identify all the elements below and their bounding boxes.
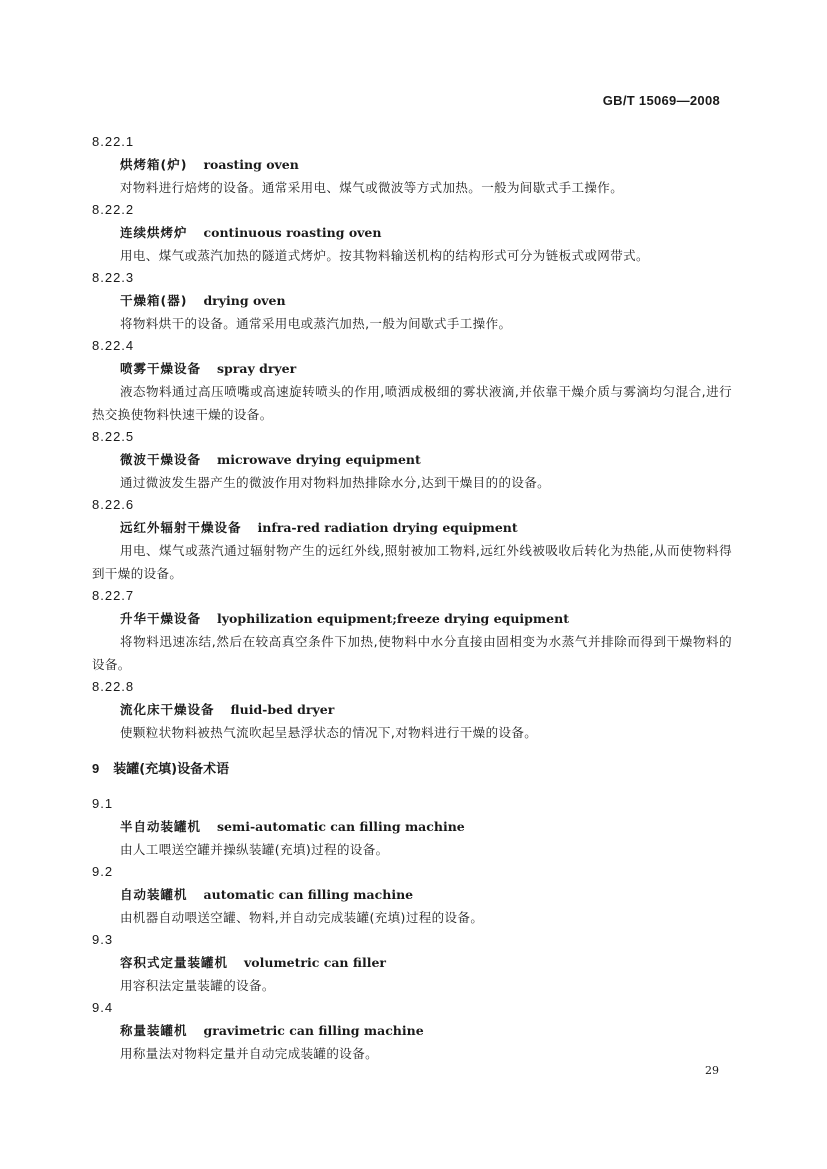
term-entry <box>92 676 732 744</box>
term-definition: 由人工喂送空罐并操纵装罐(充填)过程的设备。 <box>120 842 389 857</box>
clause-number: 8.22.4 <box>92 338 135 353</box>
term-heading <box>92 357 732 380</box>
clause-number: 8.22.3 <box>92 270 135 285</box>
term-heading <box>92 221 732 244</box>
term-chinese: 升华干燥设备 <box>120 611 202 626</box>
clause-number: 8.22.2 <box>92 202 135 217</box>
clause-number: 8.22.7 <box>92 588 135 603</box>
term-english: drying oven <box>203 293 286 308</box>
term-heading <box>92 448 732 471</box>
term-entry <box>92 494 732 585</box>
term-chinese: 容积式定量装罐机 <box>120 955 229 970</box>
term-definition: 通过微波发生器产生的微波作用对物料加热排除水分,达到干燥目的的设备。 <box>120 475 551 490</box>
term-definition: 用电、煤气或蒸汽通过辐射物产生的远红外线,照射被加工物料,远红外线被吸收后转化为热能,从而使物料得到干燥的设备。 <box>92 543 732 581</box>
term-english: infra-red radiation drying equipment <box>257 520 518 535</box>
term-definition: 使颗粒状物料被热气流吹起呈悬浮状态的情况下,对物料进行干燥的设备。 <box>120 725 538 740</box>
term-heading <box>92 289 732 312</box>
clause-number: 8.22.8 <box>92 679 135 694</box>
section-number: 9 <box>92 761 100 776</box>
term-definition: 用电、煤气或蒸汽加热的隧道式烤炉。按其物料输送机构的结构形式可分为链板式或网带式。 <box>120 248 649 263</box>
term-chinese: 烘烤箱(炉) <box>120 157 188 172</box>
term-entry <box>92 199 732 267</box>
clause-number: 9.2 <box>92 864 114 879</box>
clause-number: 8.22.5 <box>92 429 135 444</box>
term-chinese: 称量装罐机 <box>120 1023 188 1038</box>
term-english: microwave drying equipment <box>217 452 421 467</box>
section-title: 装罐(充填)设备术语 <box>113 762 230 777</box>
term-definition: 由机器自动喂送空罐、物料,并自动完成装罐(充填)过程的设备。 <box>120 910 484 925</box>
term-heading <box>92 951 732 974</box>
term-english: lyophilization equipment;freeze drying equipment <box>217 611 569 626</box>
term-heading <box>92 815 732 838</box>
term-definition: 液态物料通过高压喷嘴或高速旋转喷头的作用,喷洒成极细的雾状液滴,并依靠干燥介质与雾滴均匀混合,进行热交换使物料快速干燥的设备。 <box>92 384 732 422</box>
term-english: spray dryer <box>217 361 297 376</box>
clause-number: 9.3 <box>92 932 114 947</box>
term-heading <box>92 1019 732 1042</box>
clause-number: 8.22.1 <box>92 134 135 149</box>
document-body <box>92 131 732 1065</box>
term-chinese: 喷雾干燥设备 <box>120 361 202 376</box>
term-entry <box>92 267 732 335</box>
term-english: fluid-bed dryer <box>230 702 335 717</box>
term-chinese: 自动装罐机 <box>120 887 188 902</box>
term-heading <box>92 516 732 539</box>
term-chinese: 连续烘烤炉 <box>120 225 188 240</box>
term-entry <box>92 131 732 199</box>
term-chinese: 半自动装罐机 <box>120 819 202 834</box>
standard-id-header: GB/T 15069—2008 <box>602 93 720 108</box>
page-number: 29 <box>705 1064 719 1077</box>
term-english: automatic can filling machine <box>203 887 414 902</box>
term-definition: 用称量法对物料定量并自动完成装罐的设备。 <box>120 1046 379 1061</box>
term-english: continuous roasting oven <box>203 225 382 240</box>
section-heading <box>92 758 732 781</box>
term-chinese: 微波干燥设备 <box>120 452 202 467</box>
term-entry <box>92 861 732 929</box>
term-heading <box>92 883 732 906</box>
term-heading <box>92 153 732 176</box>
term-entry <box>92 997 732 1065</box>
clause-number: 8.22.6 <box>92 497 135 512</box>
term-english: gravimetric can filling machine <box>203 1023 424 1038</box>
term-entry <box>92 793 732 861</box>
term-entry <box>92 335 732 426</box>
term-chinese: 干燥箱(器) <box>120 293 188 308</box>
term-definition: 将物料烘干的设备。通常采用电或蒸汽加热,一般为间歇式手工操作。 <box>120 316 512 331</box>
term-english: volumetric can filler <box>244 955 386 970</box>
term-heading <box>92 607 732 630</box>
term-english: semi-automatic can filling machine <box>217 819 465 834</box>
term-definition: 用容积法定量装罐的设备。 <box>120 978 275 993</box>
term-chinese: 流化床干燥设备 <box>120 702 215 717</box>
clause-number: 9.4 <box>92 1000 114 1015</box>
term-entry <box>92 426 732 494</box>
term-heading <box>92 698 732 721</box>
term-entry <box>92 585 732 676</box>
term-entry <box>92 929 732 997</box>
term-chinese: 远红外辐射干燥设备 <box>120 520 242 535</box>
clause-number: 9.1 <box>92 796 114 811</box>
term-definition: 将物料迅速冻结,然后在较高真空条件下加热,使物料中水分直接由固相变为水蒸气并排除而得到干燥物料的设备。 <box>92 634 732 672</box>
term-english: roasting oven <box>203 157 299 172</box>
term-definition: 对物料进行焙烤的设备。通常采用电、煤气或微波等方式加热。一般为间歇式手工操作。 <box>120 180 624 195</box>
